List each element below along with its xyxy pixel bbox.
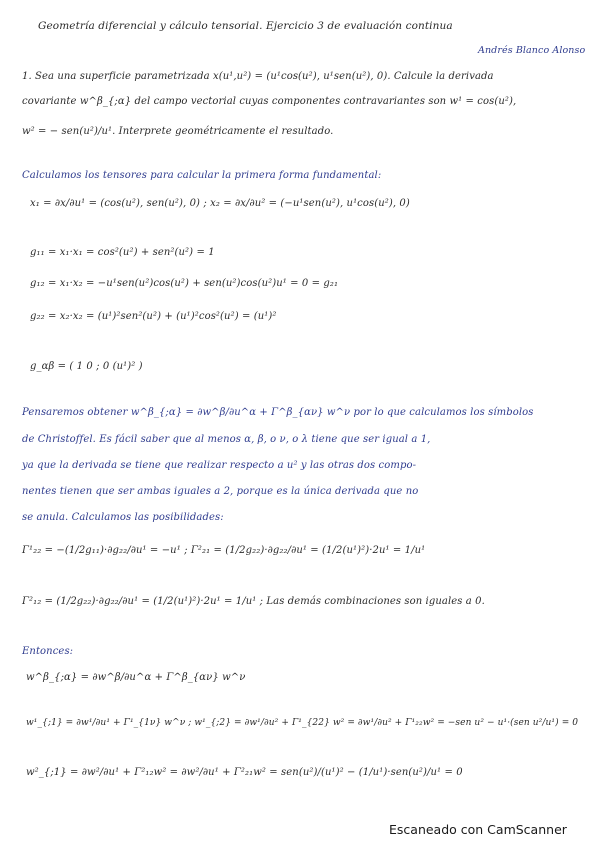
document-title: Geometría diferencial y cálculo tensorial. Ejercicio 3 de evaluación continua: [38, 20, 453, 32]
explanation-line-5: se anula. Calculamos las posibilidades:: [22, 512, 224, 523]
equation-g11: g₁₁ = x₁·x₁ = cos²(u²) + sen²(u²) = 1: [30, 247, 215, 258]
section-heading-entonces: Entonces:: [22, 646, 74, 657]
equation-g12: g₁₂ = x₁·x₂ = −u¹sen(u²)cos(u²) + sen(u²)cos(u²)u¹ = 0 = g₂₁: [30, 278, 339, 289]
equation-w1-components: w¹_{;1} = ∂w¹/∂u¹ + Γ¹_{1ν} w^ν ; w¹_{;2} = ∂w¹/∂u² + Γ¹_{22} w² = ∂w¹/∂u² + Γ¹₂₂w² = −sen u² − u¹·(sen u²/u¹) = 0: [26, 718, 579, 728]
equation-covariant-derivative: w^β_{;α} = ∂w^β/∂u^α + Γ^β_{αν} w^ν: [26, 672, 246, 683]
problem-line-3: w² = − sen(u²)/u¹. Interprete geométricamente el resultado.: [22, 126, 334, 137]
explanation-line-4: nentes tienen que ser ambas iguales a 2, porque es la única derivada que no: [22, 486, 419, 497]
christoffel-equations-2: Γ²₁₂ = (1/2g₂₂)·∂g₂₂/∂u¹ = (1/2(u¹)²)·2u¹ = 1/u¹ ; Las demás combinaciones son iguales a 0.: [22, 596, 485, 607]
explanation-line-2: de Christoffel. Es fácil saber que al menos α, β, o ν, o λ tiene que ser igual a 1,: [22, 434, 431, 445]
scanner-footer: Escaneado con CamScanner: [389, 822, 567, 837]
equation-w2-components: w²_{;1} = ∂w²/∂u¹ + Γ²₁₂w² = ∂w²/∂u¹ + Γ²₂₁w² = sen(u²)/(u¹)² − (1/u¹)·sen(u²)/u¹ = 0: [26, 767, 463, 778]
problem-line-2: covariante w^β_{;α} del campo vectorial cuyas componentes contravariantes son w¹ = cos(u²),: [22, 96, 517, 107]
equation-metric-matrix: g_αβ = ( 1 0 ; 0 (u¹)² ): [30, 361, 143, 372]
equation-tangent-vectors: x₁ = ∂x/∂u¹ = (cos(u²), sen(u²), 0) ; x₂ = ∂x/∂u² = (−u¹sen(u²), u¹cos(u²), 0): [30, 198, 410, 209]
problem-line-1: 1. Sea una superficie parametrizada x(u¹,u²) = (u¹cos(u²), u¹sen(u²), 0). Calcule la derivada: [22, 71, 494, 82]
author-name: Andrés Blanco Alonso: [478, 45, 586, 56]
section-heading-tangent: Calculamos los tensores para calcular la primera forma fundamental:: [22, 170, 382, 181]
christoffel-equations-1: Γ¹₂₂ = −(1/2g₁₁)·∂g₂₂/∂u¹ = −u¹ ; Γ²₂₁ = (1/2g₂₂)·∂g₂₂/∂u¹ = (1/2(u¹)²)·2u¹ = 1/u¹: [22, 545, 426, 556]
equation-g22: g₂₂ = x₂·x₂ = (u¹)²sen²(u²) + (u¹)²cos²(u²) = (u¹)²: [30, 311, 277, 322]
explanation-line-1: Pensaremos obtener w^β_{;α} = ∂w^β/∂u^α + Γ^β_{αν} w^ν por lo que calculamos los símbolos: [22, 407, 534, 418]
explanation-line-3: ya que la derivada se tiene que realizar respecto a u² y las otras dos compo-: [22, 460, 417, 471]
